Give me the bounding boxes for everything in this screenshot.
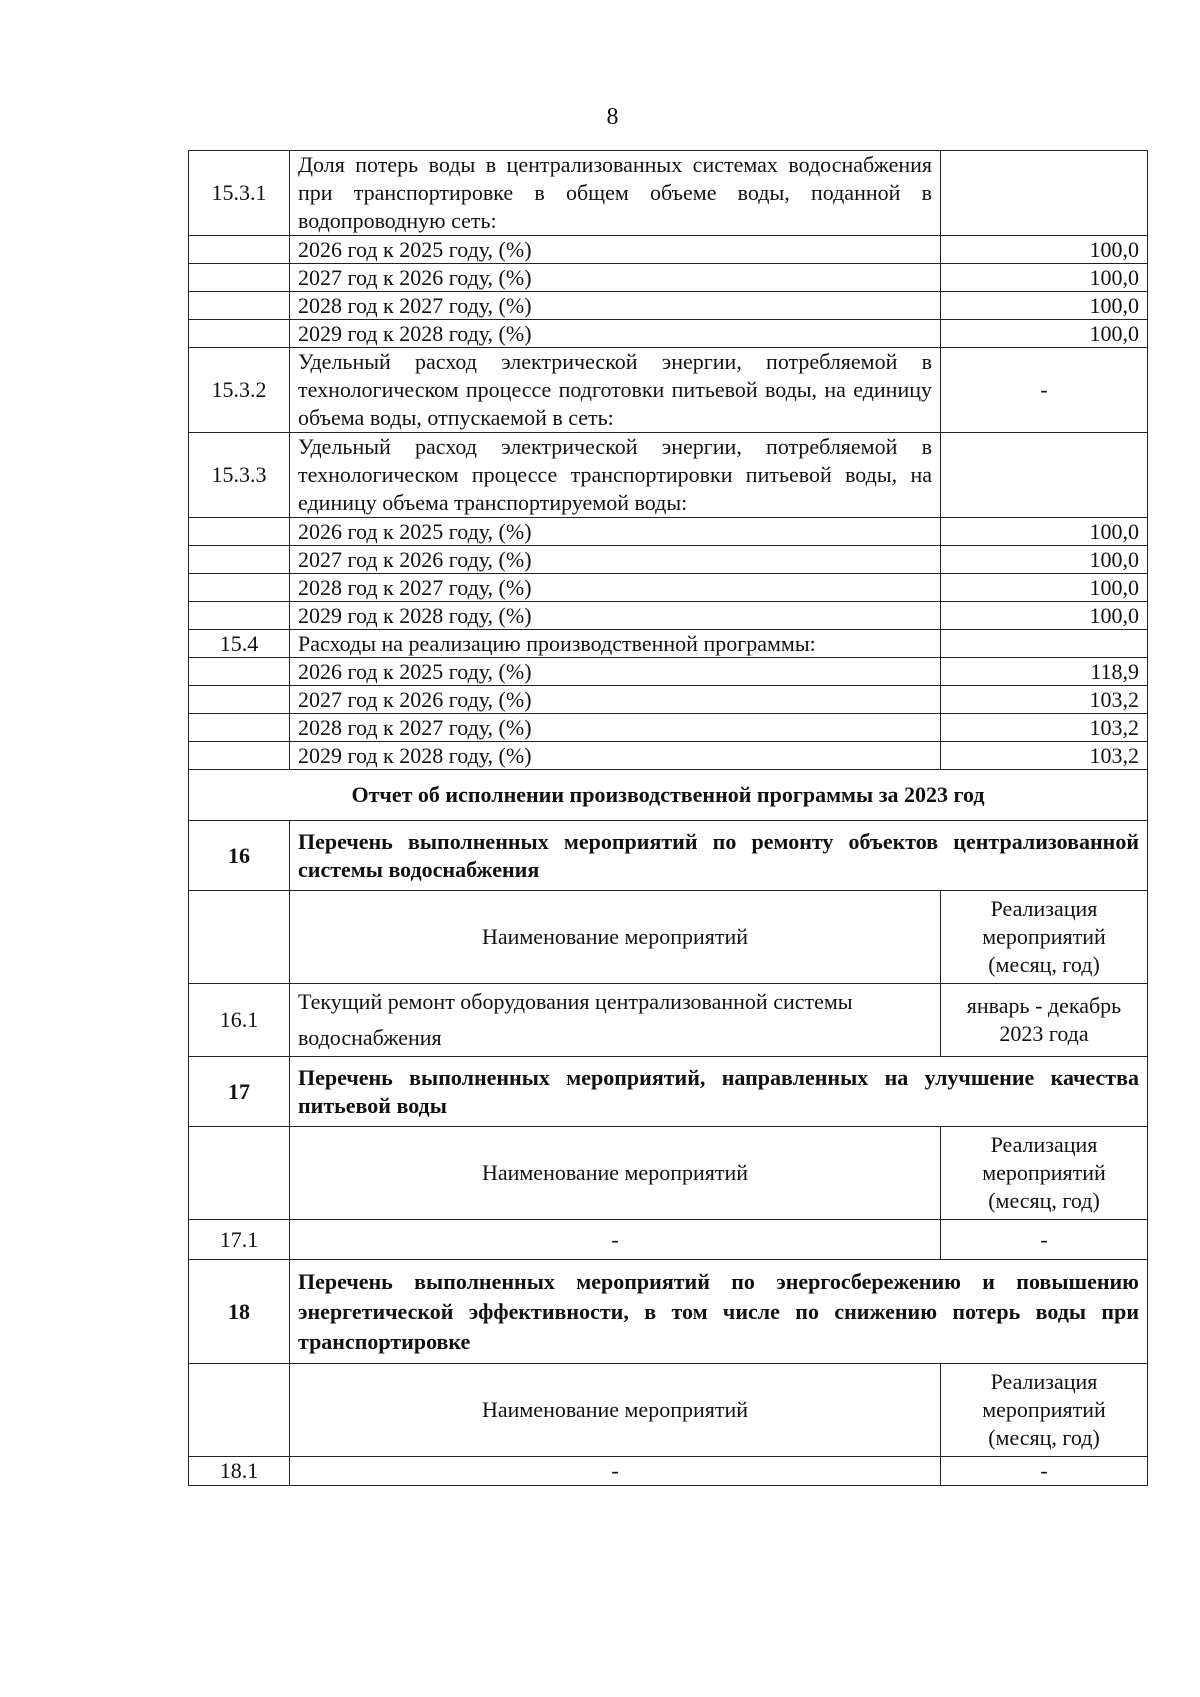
section-16-columns — [189, 891, 1148, 984]
indicator-text: Удельный расход электрической энергии, потребляемой в технологическом процессе транспортировки питьевой воды, на единицу объема транспортируемой воды: — [290, 433, 941, 518]
indicator-value: 100,0 — [941, 518, 1148, 546]
indicator-text: 2028 год к 2027 году, (%) — [290, 574, 941, 602]
column-header-name: Наименование мероприятий — [290, 891, 941, 984]
table-row — [189, 236, 1148, 264]
indicator-value: 103,2 — [941, 714, 1148, 742]
table-row — [189, 630, 1148, 658]
section-number: 17 — [189, 1057, 290, 1127]
indicator-text: Удельный расход электрической энергии, потребляемой в технологическом процессе подготовки питьевой воды, на единицу объема воды, отпускаемой в сеть: — [290, 348, 941, 433]
indicator-text: 2028 год к 2027 году, (%) — [290, 714, 941, 742]
row-number: 16.1 — [189, 984, 290, 1057]
indicator-text: Расходы на реализацию производственной программы: — [290, 630, 941, 658]
indicator-text: 2027 год к 2026 году, (%) — [290, 264, 941, 292]
table-row — [189, 264, 1148, 292]
row-number — [189, 518, 290, 546]
activity-name: - — [290, 1220, 941, 1260]
indicator-value: 100,0 — [941, 320, 1148, 348]
table-row — [189, 518, 1148, 546]
indicator-text: 2029 год к 2028 году, (%) — [290, 742, 941, 770]
section-18-columns — [189, 1364, 1148, 1457]
activity-name: Текущий ремонт оборудования централизованной системы водоснабжения — [290, 984, 941, 1057]
indicator-text: 2026 год к 2025 году, (%) — [290, 236, 941, 264]
table-row — [189, 686, 1148, 714]
report-title: Отчет об исполнении производственной программы за 2023 год — [189, 770, 1148, 821]
column-header-name: Наименование мероприятий — [290, 1127, 941, 1220]
activity-realization: январь - декабрь 2023 года — [941, 984, 1148, 1057]
indicator-value: 100,0 — [941, 546, 1148, 574]
section-title: Перечень выполненных мероприятий по ремонту объектов централизованной системы водоснабжения — [290, 821, 1148, 891]
table-row — [189, 348, 1148, 433]
section-18-header — [189, 1260, 1148, 1364]
indicators-table — [188, 150, 1148, 1486]
indicator-value — [941, 630, 1148, 658]
row-number: 15.3.2 — [189, 348, 290, 433]
indicator-value — [941, 151, 1148, 236]
section-number: 16 — [189, 821, 290, 891]
indicator-value: 118,9 — [941, 658, 1148, 686]
indicator-text: 2026 год к 2025 году, (%) — [290, 658, 941, 686]
activity-realization: - — [941, 1457, 1148, 1486]
indicator-value — [941, 433, 1148, 518]
row-number: 15.3.3 — [189, 433, 290, 518]
table-row — [189, 574, 1148, 602]
table-row — [189, 602, 1148, 630]
section-17-header — [189, 1057, 1148, 1127]
table-row — [189, 1457, 1148, 1486]
table-row — [189, 320, 1148, 348]
column-header-realization: Реализация мероприятий (месяц, год) — [941, 891, 1148, 984]
indicator-text: 2029 год к 2028 году, (%) — [290, 320, 941, 348]
activity-name: - — [290, 1457, 941, 1486]
row-number — [189, 236, 290, 264]
table-row — [189, 984, 1148, 1057]
table-row — [189, 1220, 1148, 1260]
row-number: 15.4 — [189, 630, 290, 658]
indicator-value: 103,2 — [941, 686, 1148, 714]
column-header-name: Наименование мероприятий — [290, 1364, 941, 1457]
indicator-text: 2028 год к 2027 году, (%) — [290, 292, 941, 320]
indicator-value: 100,0 — [941, 236, 1148, 264]
row-number: 15.3.1 — [189, 151, 290, 236]
section-number: 18 — [189, 1260, 290, 1364]
indicator-text: 2027 год к 2026 году, (%) — [290, 546, 941, 574]
section-title: Перечень выполненных мероприятий, направленных на улучшение качества питьевой воды — [290, 1057, 1148, 1127]
row-number — [189, 602, 290, 630]
table-row — [189, 433, 1148, 518]
row-number: 18.1 — [189, 1457, 290, 1486]
row-number: 17.1 — [189, 1220, 290, 1260]
table-row — [189, 742, 1148, 770]
activity-realization: - — [941, 1220, 1148, 1260]
table-row — [189, 658, 1148, 686]
report-title-row — [189, 770, 1148, 821]
column-header-realization: Реализация мероприятий (месяц, год) — [941, 1127, 1148, 1220]
row-number — [189, 264, 290, 292]
indicator-text: 2026 год к 2025 году, (%) — [290, 518, 941, 546]
indicator-text: 2029 год к 2028 году, (%) — [290, 602, 941, 630]
indicator-value: - — [941, 348, 1148, 433]
section-17-columns — [189, 1127, 1148, 1220]
row-number — [189, 320, 290, 348]
indicator-value: 100,0 — [941, 602, 1148, 630]
row-number — [189, 546, 290, 574]
row-number — [189, 292, 290, 320]
indicator-value: 103,2 — [941, 742, 1148, 770]
indicator-value: 100,0 — [941, 574, 1148, 602]
row-number — [189, 658, 290, 686]
section-title: Перечень выполненных мероприятий по энергосбережению и повышению энергетической эффективности, в том числе по снижению потерь воды при транспортировке — [290, 1260, 1148, 1364]
indicator-text: 2027 год к 2026 году, (%) — [290, 686, 941, 714]
table-row — [189, 292, 1148, 320]
indicator-value: 100,0 — [941, 264, 1148, 292]
column-header-realization: Реализация мероприятий (месяц, год) — [941, 1364, 1148, 1457]
indicator-value: 100,0 — [941, 292, 1148, 320]
table-row — [189, 151, 1148, 236]
row-number — [189, 742, 290, 770]
indicator-text: Доля потерь воды в централизованных системах водоснабжения при транспортировке в общем объеме воды, поданной в водопроводную сеть: — [290, 151, 941, 236]
row-number — [189, 686, 290, 714]
table-row — [189, 714, 1148, 742]
table-row — [189, 546, 1148, 574]
page-number: 8 — [606, 104, 619, 130]
section-16-header — [189, 821, 1148, 891]
row-number — [189, 714, 290, 742]
row-number — [189, 574, 290, 602]
